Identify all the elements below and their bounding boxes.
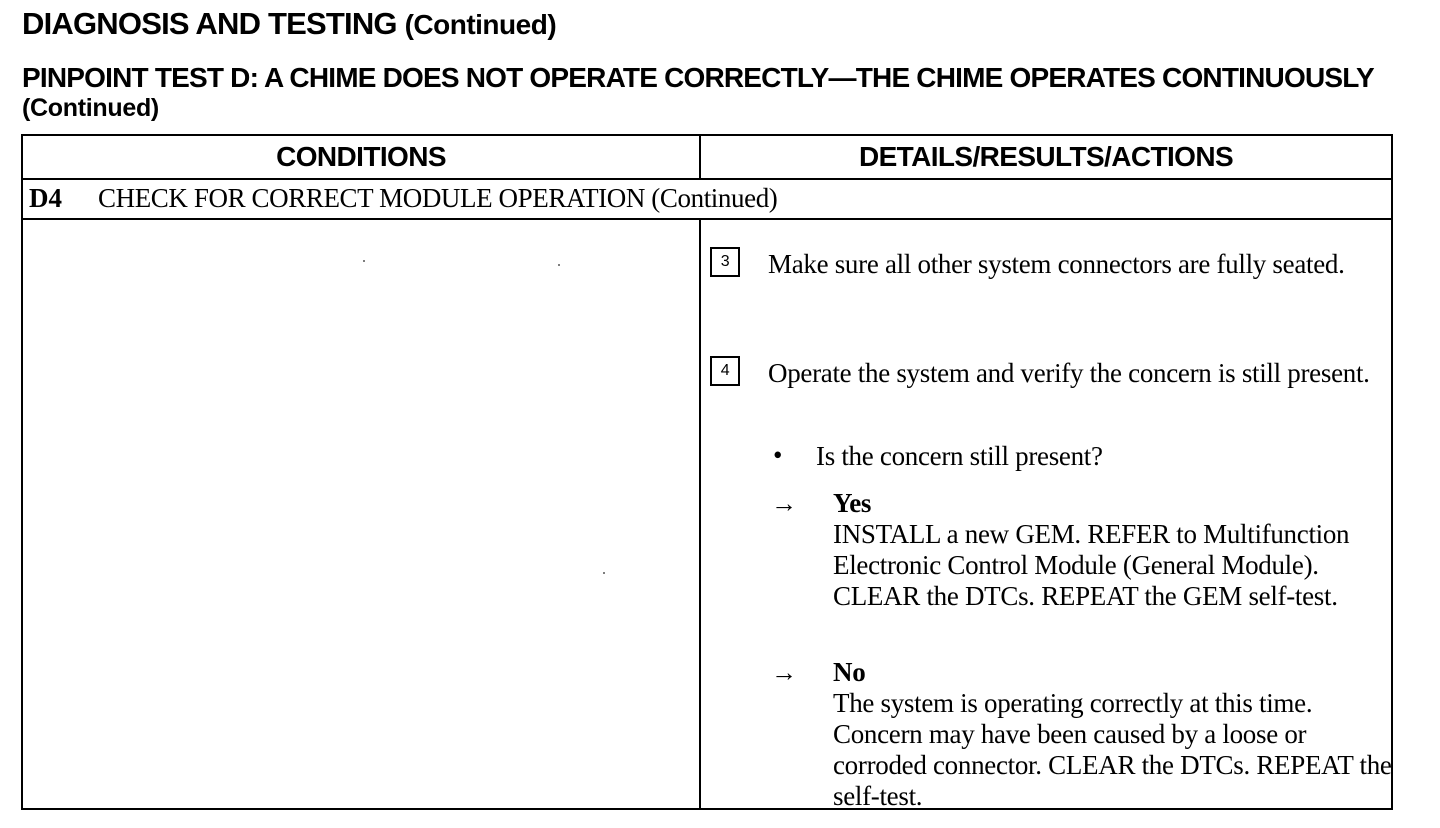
result-answer: Yes xyxy=(833,488,872,518)
action-text: Operate the system and verify the concern is still present. xyxy=(768,358,1370,388)
question-text: Is the concern still present? xyxy=(816,441,1103,471)
column-header-details: DETAILS/RESULTS/ACTIONS xyxy=(858,141,1234,172)
scan-speck xyxy=(558,264,560,266)
pinpoint-test-title xyxy=(22,63,1422,123)
arrow-right-icon: → xyxy=(771,658,797,687)
step-row xyxy=(23,178,1391,220)
action-text: Make sure all other system connectors are fully seated. xyxy=(768,249,1345,279)
details-cell xyxy=(701,220,1392,811)
result-no xyxy=(833,657,1393,812)
step-title: CHECK FOR CORRECT MODULE OPERATION (Continued) xyxy=(98,183,778,213)
diagnostic-table xyxy=(21,134,1393,810)
scan-speck xyxy=(363,260,365,262)
action-number-box: 3 xyxy=(710,247,740,277)
scan-speck xyxy=(603,572,605,574)
table-header-row xyxy=(23,136,1391,180)
bullet-icon: • xyxy=(773,440,783,470)
header-column-divider xyxy=(699,136,701,178)
action-number-box: 4 xyxy=(710,356,740,386)
page-title xyxy=(22,6,556,42)
page-title-suffix: (Continued) xyxy=(404,9,557,40)
pinpoint-test-title-main: PINPOINT TEST D: A CHIME DOES NOT OPERATE CORRECTLY—THE CHIME OPERATES CONTINUOUSLY xyxy=(22,62,1374,93)
column-header-conditions: CONDITIONS xyxy=(276,141,446,172)
result-action: INSTALL a new GEM. REFER to Multifunction Electronic Control Module (General Module). CLEAR the DTCs. REPEAT the GEM self-test. xyxy=(833,519,1350,611)
arrow-right-icon: → xyxy=(771,489,797,518)
result-answer: No xyxy=(833,657,866,687)
step-id: D4 xyxy=(29,183,62,213)
page-title-main: DIAGNOSIS AND TESTING xyxy=(22,6,397,41)
result-action: The system is operating correctly at this time. Concern may have been caused by a loose or corroded connector. CLEAR the DTCs. REPEAT the self-test. xyxy=(833,688,1392,811)
result-yes xyxy=(833,488,1393,612)
pinpoint-test-title-suffix: (Continued) xyxy=(22,94,159,122)
